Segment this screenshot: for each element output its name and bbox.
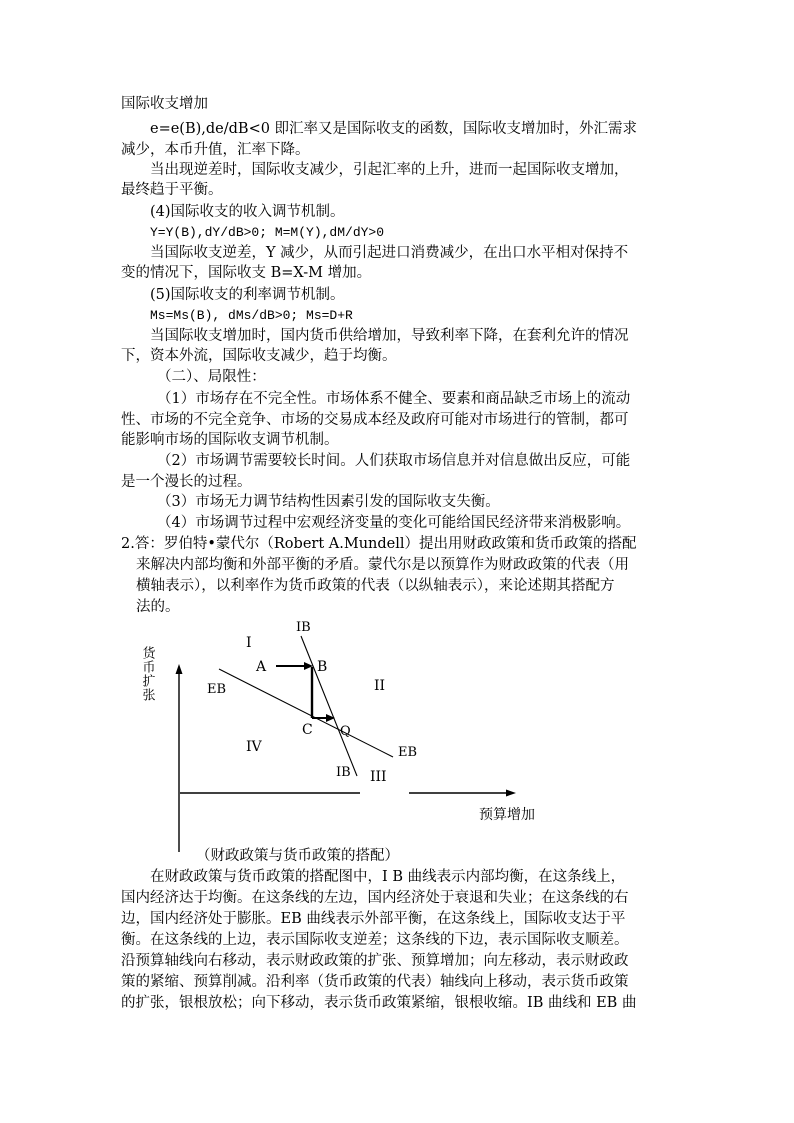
text-line: 当国际收支逆差，Y 减少，从而引起进口消费减少，在出口水平相对保持不 [150, 245, 629, 261]
text-line: 国际收支增加 [121, 96, 208, 112]
text-line: 变的情况下，国际收支 B=X-M 增加。 [121, 265, 372, 281]
x-axis-arrowhead [506, 790, 516, 797]
region-label-iii: III [370, 769, 387, 785]
text-line: 来解决内部均衡和外部平衡的矛盾。蒙代尔是以预算作为财政政策的代表（用 [136, 557, 629, 573]
text-line: 国内经济达于均衡。在这条线的左边，国内经济处于衰退和失业；在这条线的右 [121, 890, 629, 906]
x-axis-label: 预算增加 [479, 807, 535, 823]
text-line: 是一个漫长的过程。 [121, 474, 252, 490]
text-line: 当国际收支增加时，国内货币供给增加，导致利率下降，在套利允许的情况 [150, 328, 629, 344]
y-axis-arrowhead [176, 664, 183, 674]
text-line: 策的紧缩、预算削减。沿利率（货币政策的代表）轴线向上移动，表示货币政策 [121, 974, 629, 990]
point-label-q: Q [340, 724, 351, 739]
text-line: 当出现逆差时，国际收支减少，引起汇率的上升，进而一起国际收支增加， [150, 162, 629, 178]
text-line: e=e(B),de/dB<0 即汇率又是国际收支的函数，国际收支增加时，外汇需求 [150, 121, 638, 137]
text-line: 减少，本币升值，汇率下降。 [121, 142, 310, 158]
ib-curve [301, 636, 357, 776]
text-line: 沿预算轴线向右移动，表示财政政策的扩张、预算增加；向左移动，表示财政政 [121, 953, 629, 969]
section-heading: （二）、局限性： [157, 369, 266, 385]
formula-line: Ms=Ms(B), dMs/dB>0; Ms=D+R [150, 308, 353, 323]
region-label-iv: IV [246, 739, 262, 755]
line-label-eb-left: EB [207, 682, 227, 697]
formula-line: Y=Y(B),dY/dB>0; M=M(Y),dM/dY>0 [150, 225, 385, 240]
point-label-c: C [302, 722, 313, 738]
text-line: 性、市场的不完全竞争、市场的交易成本经及政府可能对市场进行的管制，都可 [121, 412, 629, 428]
text-line: 在财政政策与货币政策的搭配图中，I B 曲线表示内部均衡，在这条线上， [150, 869, 626, 885]
point-label-a: A [256, 659, 267, 675]
text-line: 横轴表示），以利率作为货币政策的代表（以纵轴表示），来论述期其搭配方 [136, 578, 615, 594]
region-label-i: I [246, 635, 252, 651]
line-label-ib-bottom: IB [336, 765, 351, 780]
y-axis-label: 货币扩张 [139, 646, 155, 702]
text-line: （1）市场存在不完全性。市场体系不健全、要素和商品缺乏市场上的流动 [157, 391, 631, 407]
text-line: (4)国际收支的收入调节机制。 [150, 204, 345, 220]
text-line: 下，资本外流，国际收支减少，趋于均衡。 [121, 348, 397, 364]
text-line: （4）市场调节过程中宏观经济变量的变化可能给国民经济带来消极影响。 [157, 515, 631, 531]
text-line: 衡。在这条线的上边，表示国际收支逆差；这条线的下边，表示国际收支顺差。 [121, 932, 629, 948]
text-line: （2）市场调节需要较长时间。人们获取市场信息并对信息做出反应，可能 [157, 453, 631, 469]
figure-caption: （财政政策与货币政策的搭配） [196, 848, 399, 864]
text-line: 2.答：罗伯特•蒙代尔（Robert A.Mundell）提出用财政政策和货币政策的搭配 [121, 536, 637, 552]
text-line: 的扩张，银根放松；向下移动，表示货币政策紧缩，银根收缩。IB 曲线和 EB 曲 [121, 995, 637, 1011]
line-label-eb-right: EB [398, 745, 418, 760]
text-line: (5)国际收支的利率调节机制。 [150, 287, 345, 303]
point-label-b: B [317, 659, 328, 675]
path-c-q-arrow [326, 714, 335, 722]
region-label-ii: II [374, 678, 386, 694]
text-line: 边，国内经济处于膨胀。EB 曲线表示外部平衡，在这条线上，国际收支达于平 [121, 911, 626, 927]
line-label-ib-top: IB [296, 620, 311, 635]
text-line: （3）市场无力调节结构性因素引发的国际收支失衡。 [157, 494, 500, 510]
text-line: 能影响市场的国际收支调节机制。 [121, 432, 339, 448]
text-line: 法的。 [136, 599, 180, 615]
text-line: 最终趋于平衡。 [121, 182, 223, 198]
